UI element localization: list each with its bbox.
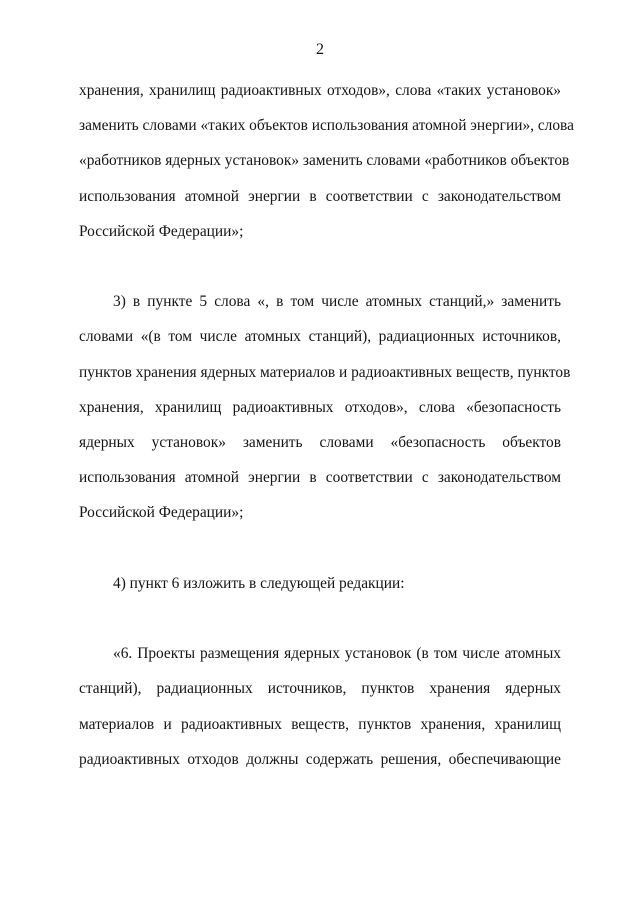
text-line: хранения, хранилищ радиоактивных отходов», слова «таких установок» (79, 82, 561, 99)
paragraph-gap (79, 531, 561, 566)
text-line: 3) в пункте 5 слова «, в том числе атомных станций,» заменить (113, 293, 561, 311)
text-line: 4) пункт 6 изложить в следующей редакции: (113, 574, 405, 592)
page-number: 2 (316, 41, 324, 58)
text-line: Российской Федерации»; (79, 504, 244, 522)
paragraph-gap (79, 601, 561, 636)
text-line: станций), радиационных источников, пунктов хранения ядерных (79, 680, 561, 698)
text-line: «6. Проекты размещения ядерных установок (в том числе атомных (113, 645, 561, 663)
text-line: использования атомной энергии в соответствии с законодательством (79, 469, 561, 487)
text-line: использования атомной энергии в соответствии с законодательством (79, 187, 561, 205)
text-line: ядерных установок» заменить словами «безопасность объектов (79, 434, 561, 452)
text-line: материалов и радиоактивных веществ, пунктов хранения, хранилищ (79, 715, 561, 733)
paragraph-3 (79, 566, 561, 601)
text-line: Российской Федерации»; (79, 222, 244, 240)
document-body (79, 73, 574, 777)
text-line: заменить словами «таких объектов использования атомной энергии», слова (79, 117, 574, 135)
text-line: хранения, хранилищ радиоактивных отходов», слова «безопасность (79, 398, 561, 416)
paragraph-gap (79, 249, 561, 284)
text-line: «работников ядерных установок» заменить словами «работников объектов (79, 152, 570, 170)
text-line: словами «(в том числе атомных станций), радиационных источников, (79, 328, 561, 346)
text-line: пунктов хранения ядерных материалов и радиоактивных веществ, пунктов (79, 363, 571, 381)
text-line: радиоактивных отходов должны содержать решения, обеспечивающие (79, 750, 561, 768)
paragraph-4 (79, 636, 561, 777)
paragraph-2 (79, 284, 571, 530)
paragraph-1 (79, 73, 574, 249)
